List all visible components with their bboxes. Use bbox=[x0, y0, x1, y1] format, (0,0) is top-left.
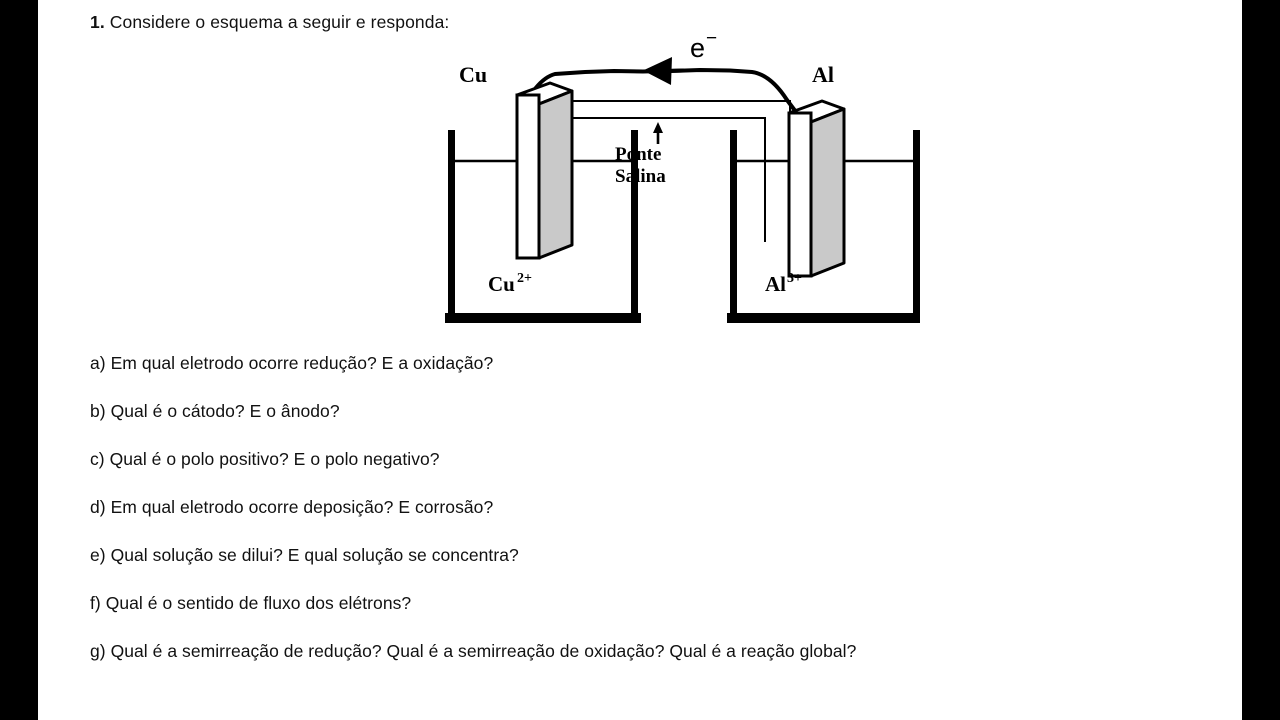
label-electron-flow bbox=[690, 30, 717, 63]
question-prompt: Considere o esquema a seguir e responda: bbox=[109, 12, 450, 32]
question-item-g: g) Qual é a semirreação de redução? Qual é a semirreação de oxidação? Qual é a reação global? bbox=[90, 641, 857, 661]
label-salt-bridge-line1: Ponte bbox=[615, 144, 662, 165]
question-item-b: b) Qual é o cátodo? E o ânodo? bbox=[90, 401, 340, 421]
salt-bridge-pointer-arrow bbox=[653, 122, 663, 144]
question-item-c: c) Qual é o polo positivo? E o polo negativo? bbox=[90, 449, 440, 469]
question-item-f: f) Qual é o sentido de fluxo dos elétrons? bbox=[90, 593, 412, 613]
page-title bbox=[90, 12, 449, 33]
electron-charge-superscript: − bbox=[706, 30, 718, 49]
question-item-e: e) Qual solução se dilui? E qual solução se concentra? bbox=[90, 545, 519, 565]
galvanic-cell-diagram bbox=[400, 30, 920, 330]
label-al-solution bbox=[765, 271, 802, 296]
document-sheet bbox=[38, 0, 1242, 720]
electron-flow-arrow bbox=[643, 57, 672, 85]
question-item-d: d) Em qual eletrodo ocorre deposição? E corrosão? bbox=[90, 497, 494, 517]
question-list bbox=[90, 355, 1220, 691]
label-cu-electrode: Cu bbox=[459, 62, 488, 87]
cu-ion-charge: 2+ bbox=[517, 271, 532, 286]
aluminum-electrode bbox=[789, 101, 844, 276]
question-item-a: a) Em qual eletrodo ocorre redução? E a oxidação? bbox=[90, 353, 494, 373]
electron-symbol: e bbox=[690, 33, 706, 63]
label-salt-bridge-line2: Salina bbox=[615, 166, 666, 187]
galvanic-cell-svg bbox=[400, 30, 920, 330]
al-ion-charge: 3+ bbox=[787, 271, 802, 286]
label-al-electrode: Al bbox=[812, 62, 834, 87]
label-cu-solution bbox=[488, 271, 532, 296]
cu-ion-symbol: Cu bbox=[488, 272, 515, 296]
question-number: 1. bbox=[90, 12, 105, 32]
al-ion-symbol: Al bbox=[765, 272, 786, 296]
copper-electrode bbox=[517, 83, 572, 258]
